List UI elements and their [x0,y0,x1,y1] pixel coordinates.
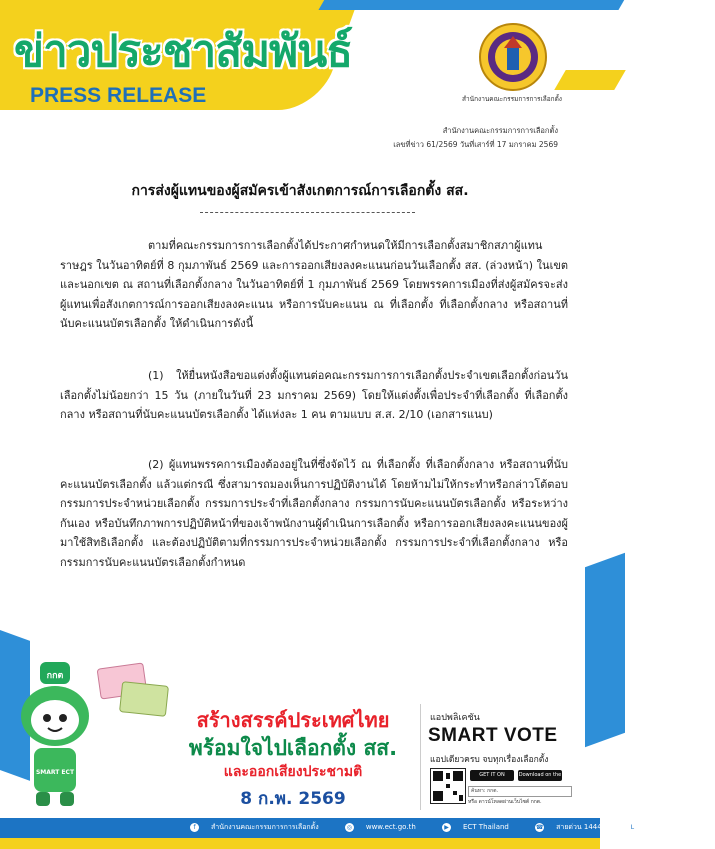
mascot-badge-text: กกต [46,671,64,681]
footer-facebook[interactable]: f สำนักงานคณะกรรมการการเลือกตั้ง [190,823,331,831]
google-play-badge[interactable]: GET IT ON Google Play [470,770,514,781]
title-divider [200,212,415,213]
app-tagline: แอปเดียวครบ จบทุกเรื่องเลือกตั้ง [430,755,549,765]
paragraph-text: ตามที่คณะกรรมการการเลือกตั้งได้ประกาศกำหนดให้มีการเลือกตั้งสมาชิกสภาผู้แทนราษฎร ในวันอาทิตย์ที่ 8 กุมภาพันธ์ 2569 และการออกเสียงลงคะแนนก่อนวันเลือกตั้ง สส. (ล่วงหน้า) ในเขตและนอกเขต ณ สถานที่เลือกตั้งกลาง ในวันอาทิตย์ที่ 1 กุมภาพันธ์ 2569 โดยพรรคการเมืองที่ส่งผู้สมัครจะส่งผู้แทนเพื่อสังเกตการณ์การออกเสียงลงคะแนน หรือการนับคะแนน ณ ที่เลือกตั้ง ที่เลือกตั้งกลาง หรือสถานที่นับคะแนนบัตรเลือกตั้ง ให้ดำเนินการดังนี้ [60,239,568,330]
qr-code-icon[interactable] [430,768,466,804]
youtube-icon: ▶ [442,823,451,832]
news-reference: เลขที่ข่าว 61/2569 วันที่เสาร์ที่ 17 มกราคม 2569 [393,140,558,149]
banner-referendum-text: และออกเสียงประชามติ [223,764,363,780]
paragraph-intro [60,236,568,334]
app-label: แอปพลิเคชัน [430,713,480,723]
app-download-note: หรือ ดาวน์โหลดผ่านเว็บไซต์ กกต. [468,799,542,805]
footer-youtube[interactable]: ▶ ECT Thailand [442,823,521,831]
footer-website[interactable]: ◎ www.ect.go.th [346,823,416,831]
paragraph-text: (2) ผู้แทนพรรคการเมืองต้องอยู่ในที่ซึ่งจัดไว้ ณ ที่เลือกตั้ง ที่เลือกตั้งกลาง หรือสถานที่นับคะแนนบัตรเลือกตั้ง แล้วแต่กรณี ซึ่งสามารถมองเห็นการปฏิบัติงานได้ โดยห้ามไม่ให้กระทำหรือกล่าวโต้ตอบกรรมการประจำหน่วยเลือกตั้ง กรรมการประจำที่เลือกตั้งกลาง กรรมการนับคะแนนบัตรเลือกตั้ง หรือระหว่างกันเอง หรือบันทึกภาพการปฏิบัติหน้าที่ของเจ้าพนักงานผู้ดำเนินการเลือกตั้ง หรือการออกเสียงลงคะแนนของผู้มาใช้สิทธิเลือกตั้ง และต้องปฏิบัติตามที่กรรมการประจำหน่วยเลือกตั้ง กรรมการประจำที่เลือกตั้งกลาง หรือกรรมการนับคะแนนบัตรเลือกตั้งกำหนด [60,458,568,569]
ballot-cards-illustration [95,660,175,730]
line-icon: L [628,823,637,832]
seal-caption: สำนักงานคณะกรรมการการเลือกตั้ง [462,95,562,103]
mascot-label-text: SMART ECT [35,769,75,776]
globe-icon: ◎ [346,823,352,831]
paragraph-text: (1) ให้ยื่นหนังสือขอแต่งตั้งผู้แทนต่อคณะกรรมการการเลือกตั้งประจำเขตเลือกตั้งก่อนวันเลือกตั้งไม่น้อยกว่า 15 วัน (ภายในวันที่ 23 มกราคม 2569) โดยให้แต่งตั้งเพื่อประจำที่เลือกตั้ง ที่เลือกตั้งกลาง หรือสถานที่นับคะแนนบัตรเลือกตั้ง ได้แห่งละ 1 คน ตามแบบ ส.ส. 2/10 (เอกสารแนบ) [60,369,568,421]
banner-date: 8 ก.พ. 2569 [240,789,346,809]
footer-contacts [190,822,715,833]
app-name: SMART VOTE [428,725,558,746]
paragraph-item-2 [60,455,568,572]
facebook-icon: f [190,823,199,832]
press-release-label: PRESS RELEASE [30,84,207,107]
bottom-yellow-strip [0,838,600,849]
app-search-field: ค้นหา: กกต. [468,786,572,797]
right-yellow-shape [554,70,626,90]
issuer-info [393,124,558,152]
footer-line[interactable]: L ect.thailand [628,823,703,831]
banner-headline: สร้างสรรค์ประเทศไทย [196,708,390,732]
footer-hotline[interactable]: ☎ สายด่วน 1444 [535,823,602,831]
paragraph-item-1 [60,366,568,425]
banner-subheadline: พร้อมใจไปเลือกตั้ง สส. [188,736,398,760]
page-title: ข่าวประชาสัมพันธ์ [14,26,353,77]
issuer-office: สำนักงานคณะกรรมการการเลือกตั้ง [442,126,558,135]
ect-seal-logo [478,22,548,92]
app-store-badge[interactable]: Download on the App Store [518,772,562,789]
header-blue-shape [318,0,641,10]
phone-icon: ☎ [535,823,544,831]
document-title: การส่งผู้แทนของผู้สมัครเข้าสังเกตการณ์การเลือกตั้ง สส. [131,183,469,199]
